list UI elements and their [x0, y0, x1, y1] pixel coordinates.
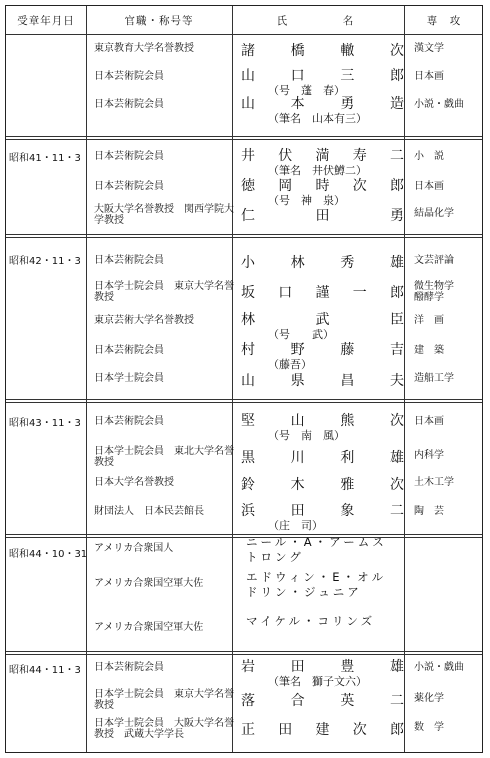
name-char: 山	[290, 413, 305, 429]
name-char: 郎	[390, 722, 404, 738]
name-char: 田	[315, 208, 330, 224]
name-char: 県	[290, 373, 305, 389]
name-char: 二	[389, 693, 404, 709]
recipient-title: 日本芸術院会員	[94, 255, 164, 266]
decorations-table	[5, 5, 483, 753]
name-char: 三	[340, 68, 355, 84]
recipient-title: 日本学士院会員 東北大学名誉教授	[94, 446, 234, 468]
name-char: 勇	[390, 208, 404, 224]
name-char: 勇	[340, 96, 355, 112]
recipient-title: 東京芸術大学名誉教授	[94, 315, 194, 326]
specialty: 造船工学	[414, 373, 454, 384]
specialty: 微生物学醱酵学	[414, 281, 454, 303]
name-char: 田	[290, 503, 305, 519]
name-char: 昌	[340, 373, 355, 389]
header-field: 専 攻	[426, 14, 462, 27]
group-divider	[6, 651, 482, 652]
name-char: 浜	[241, 503, 255, 519]
specialty: 結晶化学	[414, 208, 454, 219]
specialty: 小説・戯曲	[414, 662, 464, 673]
recipient-title: 日本芸術院会員	[94, 181, 164, 192]
recipient-name	[241, 474, 404, 494]
recipient-alias: （筆名 井伏鱒二）	[268, 164, 367, 177]
recipient-title: 日本学士院会員	[94, 373, 164, 384]
recipient-alias: （庄 司）	[268, 519, 323, 532]
name-char: 岡	[278, 178, 293, 194]
name-char: 英	[340, 693, 355, 709]
name-char: 合	[290, 693, 305, 709]
name-char: 郎	[390, 285, 404, 301]
header-date: 受章年月日	[17, 14, 75, 27]
award-date: 昭和41・11・3	[9, 153, 81, 164]
name-char: 本	[290, 96, 305, 112]
name-char: 次	[389, 43, 404, 59]
recipient-name	[241, 205, 404, 225]
specialty: 建 築	[414, 345, 444, 356]
recipient-alias: （号 神 泉）	[268, 194, 345, 207]
name-char: 仁	[241, 208, 255, 224]
specialty: 洋 画	[414, 315, 444, 326]
name-char: 時	[315, 178, 330, 194]
recipient-title: 日本芸術院会員	[94, 71, 164, 82]
name-char: 象	[340, 503, 355, 519]
recipient-title: 日本学士院会員 東京大学名誉教授	[94, 281, 234, 303]
name-char: 山	[241, 96, 255, 112]
name-char: 鈴	[241, 477, 255, 493]
name-char: 田	[290, 659, 305, 675]
name-char: 村	[241, 342, 255, 358]
name-char: 一	[352, 285, 367, 301]
specialty: 漢文学	[414, 43, 444, 54]
recipient-title: 日本大学名誉教授	[94, 477, 174, 488]
name-char: 雅	[340, 477, 355, 493]
name-char: 諸	[241, 43, 255, 59]
specialty: 日本画	[414, 71, 444, 82]
group-divider	[6, 537, 482, 538]
recipient-name	[241, 40, 404, 60]
name-char: 臣	[390, 312, 404, 328]
recipient-name	[241, 252, 404, 272]
header-divider	[6, 34, 482, 35]
name-char: 次	[352, 722, 367, 738]
name-char: 二	[389, 503, 404, 519]
name-char: 小	[241, 255, 255, 271]
recipient-alias: （号 武）	[268, 328, 334, 341]
name-char: 郎	[389, 68, 404, 84]
recipient-title: 日本芸術院会員	[94, 416, 164, 427]
header-title: 官職・称号等	[124, 14, 194, 27]
specialty: 陶 芸	[414, 506, 444, 517]
group-divider	[6, 139, 482, 140]
name-char: 寿	[352, 148, 367, 164]
name-char: 川	[290, 450, 305, 466]
group-divider	[6, 654, 482, 655]
name-char: 轍	[340, 43, 355, 59]
name-char: 黒	[241, 450, 255, 466]
recipient-title: 大阪大学名誉教授 関西学院大学教授	[94, 204, 234, 226]
column-divider	[404, 6, 405, 752]
recipient-name	[241, 282, 404, 302]
recipient-title: 日本芸術院会員	[94, 345, 164, 356]
specialty: 小 説	[414, 151, 444, 162]
name-char: 次	[389, 477, 404, 493]
name-char: 謹	[315, 285, 330, 301]
award-date: 昭和44・11・3	[9, 665, 81, 676]
name-char: 山	[241, 373, 255, 389]
recipient-title: 日本学士院会員 東京大学名誉教授	[94, 689, 234, 711]
recipient-name: マイケル・コリンズ	[246, 614, 376, 628]
specialty: 内科学	[414, 450, 444, 461]
name-char: 井	[241, 148, 255, 164]
recipient-title: アメリカ合衆国人	[94, 543, 174, 554]
specialty: 土木工学	[414, 477, 454, 488]
name-char: 建	[315, 722, 330, 738]
group-divider	[6, 136, 482, 137]
group-divider	[6, 399, 482, 400]
name-char: 豊	[340, 659, 355, 675]
name-char: 岩	[241, 659, 255, 675]
specialty: 文芸評論	[414, 255, 454, 266]
name-char: 堅	[241, 413, 255, 429]
name-char: 満	[315, 148, 330, 164]
name-char: 秀	[340, 255, 355, 271]
column-divider	[86, 6, 87, 752]
specialty: 小説・戯曲	[414, 99, 464, 110]
name-char: 造	[389, 96, 404, 112]
name-char: 藤	[340, 342, 355, 358]
name-char: 橋	[290, 43, 305, 59]
recipient-name: エドウィン・E・オルドリン・ジュニア	[246, 570, 387, 599]
recipient-title: アメリカ合衆国空軍大佐	[94, 578, 204, 589]
name-char: 坂	[241, 285, 255, 301]
recipient-alias: （筆名 獅子文六）	[268, 675, 367, 688]
recipient-title: アメリカ合衆国空軍大佐	[94, 622, 204, 633]
recipient-title: 日本芸術院会員	[94, 662, 164, 673]
name-char: 雄	[389, 659, 404, 675]
recipient-name	[241, 447, 404, 467]
recipient-name	[241, 719, 404, 739]
name-char: 二	[390, 148, 404, 164]
name-char: 武	[315, 312, 330, 328]
name-char: 正	[241, 722, 255, 738]
recipient-alias: （筆名 山本有三）	[268, 112, 367, 125]
recipient-title: 日本芸術院会員	[94, 99, 164, 110]
name-char: 口	[290, 68, 305, 84]
specialty: 日本画	[414, 416, 444, 427]
recipient-title: 日本学士院会員 大阪大学名誉教授 武蔵大学学長	[94, 718, 234, 740]
name-char: 野	[290, 342, 305, 358]
recipient-title: 日本芸術院会員	[94, 151, 164, 162]
name-char: 夫	[389, 373, 404, 389]
name-char: 雄	[389, 450, 404, 466]
recipient-name: ニール・A・アームストロング	[246, 535, 387, 564]
name-char: 雄	[389, 255, 404, 271]
recipient-name	[241, 370, 404, 390]
group-divider	[6, 402, 482, 403]
recipient-alias: （号 蓬 春）	[268, 84, 345, 97]
name-char: 木	[290, 477, 305, 493]
group-divider	[6, 534, 482, 535]
name-char: 徳	[241, 178, 255, 194]
name-char: 伏	[278, 148, 293, 164]
name-char: 利	[340, 450, 355, 466]
award-date: 昭和44・10・31	[9, 549, 88, 560]
name-char: 次	[389, 413, 404, 429]
specialty: 薬化学	[414, 693, 444, 704]
name-char: 吉	[389, 342, 404, 358]
name-char: 口	[278, 285, 293, 301]
name-char: 林	[241, 312, 255, 328]
award-date: 昭和42・11・3	[9, 256, 81, 267]
name-char: 落	[241, 693, 255, 709]
award-date: 昭和43・11・3	[9, 418, 81, 429]
specialty: 数 学	[414, 722, 444, 733]
recipient-alias: （号 南 風）	[268, 429, 345, 442]
name-char: 山	[241, 68, 255, 84]
specialty: 日本画	[414, 181, 444, 192]
name-char: 林	[290, 255, 305, 271]
header-name: 氏 名	[276, 14, 360, 27]
recipient-title: 東京教育大学名誉教授	[94, 43, 194, 54]
group-divider	[6, 234, 482, 235]
recipient-title: 財団法人 日本民芸館長	[94, 506, 204, 517]
name-char: 郎	[390, 178, 404, 194]
group-divider	[6, 237, 482, 238]
name-char: 熊	[340, 413, 355, 429]
name-char: 次	[352, 178, 367, 194]
name-char: 田	[278, 722, 293, 738]
recipient-alias: （藤吾）	[268, 358, 312, 371]
recipient-name	[241, 690, 404, 710]
